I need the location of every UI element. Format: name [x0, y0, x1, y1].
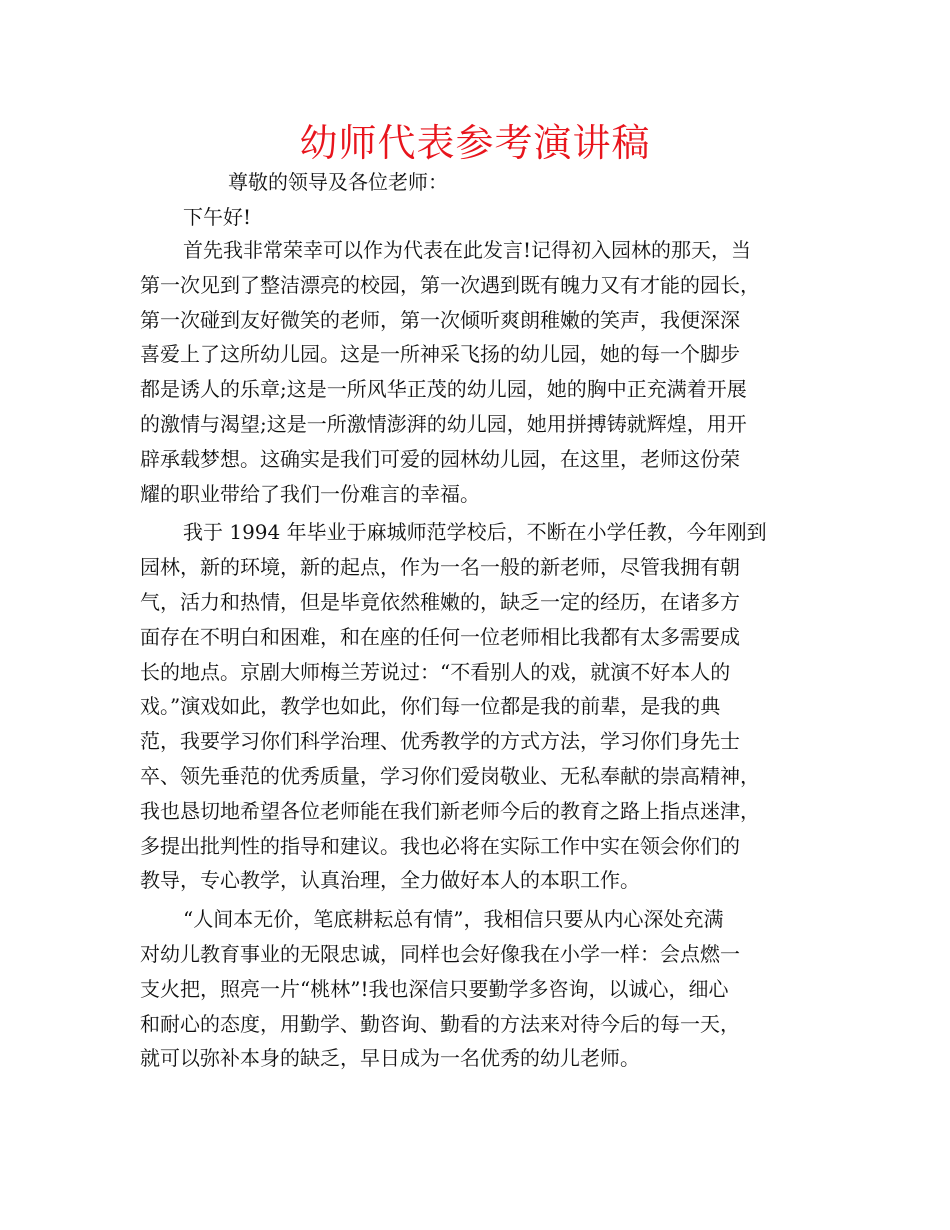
text-line: 对幼儿教育事业的无限忠诚，同样也会好像我在小学一样：会点燃一 — [140, 941, 740, 966]
text-line: 就可以弥补本身的缺乏，早日成为一名优秀的幼儿老师。 — [140, 1046, 640, 1071]
text-line: 支火把，照亮一片“桃林”!我也深信只要勤学多咨询，以诚心，细心 — [140, 976, 729, 1001]
text-line: 的激情与渴望;这是一所激情澎湃的幼儿园，她用拼搏铸就辉煌，用开 — [140, 411, 747, 436]
text-line: 范，我要学习你们科学治理、优秀教学的方式方法，学习你们身先士 — [140, 729, 740, 754]
text-line: 我于 1994 年毕业于麻城师范学校后，不断在小学任教，今年刚到 — [183, 520, 767, 545]
text-line: 第一次碰到友好微笑的老师，第一次倾听爽朗稚嫩的笑声，我便深深 — [140, 307, 740, 332]
document-title: 幼师代表参考演讲稿 — [299, 121, 651, 165]
text-line: 都是诱人的乐章;这是一所风华正茂的幼儿园，她的胸中正充满着开展 — [140, 377, 747, 402]
text-line: 长的地点。京剧大师梅兰芳说过：“不看别人的戏，就演不好本人的 — [140, 659, 731, 684]
paragraph-1 — [140, 233, 820, 511]
paragraph-2 — [140, 515, 820, 898]
text-line: 多提出批判性的指导和建议。我也必将在实际工作中实在领会你们的 — [140, 833, 740, 858]
body-text — [140, 233, 820, 1080]
text-line: 戏。”演戏如此，教学也如此，你们每一位都是我的前辈，是我的典 — [140, 694, 721, 719]
text-line: 喜爱上了这所幼儿园。这是一所神采飞扬的幼儿园，她的每一个脚步 — [140, 342, 740, 367]
text-line: 辟承载梦想。这确实是我们可爱的园林幼儿园，在这里，老师这份荣 — [140, 446, 740, 471]
text-line: 卒、领先垂范的优秀质量，学习你们爱岗敬业、无私奉献的崇高精神， — [140, 763, 760, 788]
text-line: 和耐心的态度，用勤学、勤咨询、勤看的方法来对待今后的每一天， — [140, 1011, 740, 1036]
text-line: 耀的职业带给了我们一份难言的幸福。 — [140, 481, 480, 506]
text-line: 教导，专心教学，认真治理，全力做好本人的本职工作。 — [140, 868, 640, 893]
text-line: 面存在不明白和困难，和在座的任何一位老师相比我都有太多需要成 — [140, 624, 740, 649]
greeting: 下午好! — [183, 205, 252, 229]
text-line: 我也恳切地希望各位老师能在我们新老师今后的教育之路上指点迷津， — [140, 798, 760, 823]
text-line: “人间本无价，笔底耕耘总有情”，我相信只要从内心深处充满 — [183, 907, 724, 932]
text-line: 气，活力和热情，但是毕竟依然稚嫩的，缺乏一定的经历，在诸多方 — [140, 589, 740, 614]
paragraph-3 — [140, 902, 820, 1076]
text-line: 第一次见到了整洁漂亮的校园，第一次遇到既有魄力又有才能的园长， — [140, 272, 760, 297]
text-line: 首先我非常荣幸可以作为代表在此发言!记得初入园林的那天，当 — [183, 238, 752, 262]
salutation: 尊敬的领导及各位老师： — [228, 170, 448, 194]
text-line: 园林，新的环境，新的起点，作为一名一般的新老师，尽管我拥有朝 — [140, 555, 740, 580]
